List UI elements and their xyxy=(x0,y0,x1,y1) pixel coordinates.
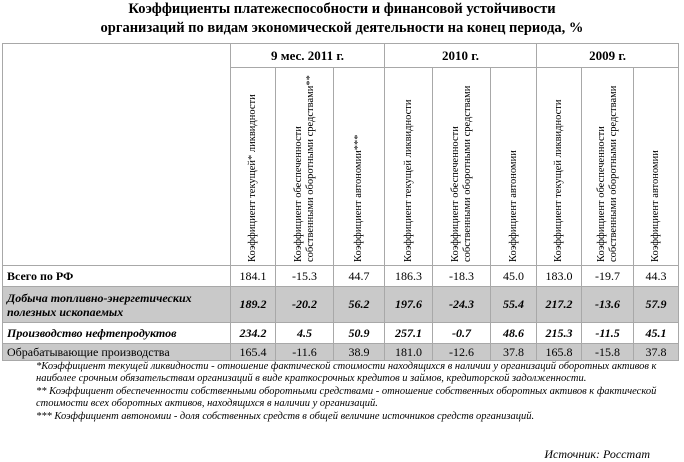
table-cell: -18.3 xyxy=(433,266,491,287)
header-corner xyxy=(3,44,231,266)
table-cell: -12.6 xyxy=(433,344,491,361)
col-header-text: Коэффициент обеспеченности собственными оборотными средствами xyxy=(595,85,619,262)
col-header xyxy=(385,68,433,266)
table-cell: 186.3 xyxy=(385,266,433,287)
table-cell: 181.0 xyxy=(385,344,433,361)
table-cell: -13.6 xyxy=(582,287,634,323)
table-cell: 197.6 xyxy=(385,287,433,323)
footnote-working-capital: ** Коэффициент обеспеченности собственными оборотными средствами - отношение собственных оборотных активов к фактической стоимости всех оборотных активов, находящихся в наличии у организаций. xyxy=(36,385,657,410)
table-cell: 234.2 xyxy=(231,323,276,344)
table-row xyxy=(3,266,679,287)
table-cell: 44.3 xyxy=(634,266,679,287)
table-cell: 45.0 xyxy=(491,266,537,287)
title-line-2: организаций по видам экономической деятельности на конец периода, % xyxy=(100,20,584,36)
table-cell: -15.8 xyxy=(582,344,634,361)
table-cell: 50.9 xyxy=(334,323,385,344)
col-header xyxy=(231,68,276,266)
col-header xyxy=(582,68,634,266)
col-header-text: Коэффициент автономии xyxy=(507,149,519,262)
year-header-2009: 2009 г. xyxy=(537,44,679,68)
table-row xyxy=(3,344,679,361)
col-header-text: Коэффициент текущей* ликвидности xyxy=(247,93,258,262)
table-row xyxy=(3,323,679,344)
footnote-autonomy: *** Коэффициент автономии - доля собственных средств в общей величине источников средств организаций. xyxy=(36,410,535,422)
table-cell: -0.7 xyxy=(433,323,491,344)
table-cell: 37.8 xyxy=(634,344,679,361)
table-row xyxy=(3,287,679,323)
footnote-current-liquidity: *Коэффициент текущей ликвидности - отношение фактической стоимости находящихся в наличии у организаций оборотных активов к наиболее срочным обязательствам организаций в виде краткосрочных кредитов и займов, кредиторской задолженности. xyxy=(36,361,657,385)
table-cell: 37.8 xyxy=(491,344,537,361)
year-header-2010: 2010 г. xyxy=(385,44,537,68)
table-cell: 257.1 xyxy=(385,323,433,344)
row-label: Всего по РФ xyxy=(3,266,231,287)
col-header xyxy=(276,68,334,266)
source-note: Источник: Росстат xyxy=(544,447,650,461)
table-cell: -11.6 xyxy=(276,344,334,361)
table-cell: -24.3 xyxy=(433,287,491,323)
col-header xyxy=(334,68,385,266)
page-title xyxy=(0,0,684,42)
table-cell: 45.1 xyxy=(634,323,679,344)
col-header xyxy=(634,68,679,266)
footnotes xyxy=(36,361,666,423)
table-cell: 165.8 xyxy=(537,344,582,361)
row-label: Добыча топливно-энергетических полезных ископаемых xyxy=(3,287,231,323)
table-cell: 44.7 xyxy=(334,266,385,287)
table-cell: 38.9 xyxy=(334,344,385,361)
table-cell: -19.7 xyxy=(582,266,634,287)
table-cell: 4.5 xyxy=(276,323,334,344)
col-header-text: Коэффициент автономии xyxy=(650,149,662,262)
table-cell: 189.2 xyxy=(231,287,276,323)
col-header-text: Коэффициент обеспеченности собственными оборотными средствами xyxy=(449,85,473,262)
table-cell: 165.4 xyxy=(231,344,276,361)
row-label: Производство нефтепродуктов xyxy=(3,323,231,344)
col-header-text: Коэффициент текущей ликвидности xyxy=(402,98,414,262)
col-header-text: Коэффициент обеспеченности собственными оборотными средствами** xyxy=(292,74,316,262)
table-cell: -11.5 xyxy=(582,323,634,344)
year-header-2011: 9 мес. 2011 г. xyxy=(231,44,385,68)
table-cell: 183.0 xyxy=(537,266,582,287)
table-cell: -20.2 xyxy=(276,287,334,323)
table-cell: -15.3 xyxy=(276,266,334,287)
col-header xyxy=(491,68,537,266)
table-cell: 184.1 xyxy=(231,266,276,287)
col-header-text: Коэффициент текущей ликвидности xyxy=(553,98,565,262)
col-header xyxy=(433,68,491,266)
table-cell: 57.9 xyxy=(634,287,679,323)
table-cell: 217.2 xyxy=(537,287,582,323)
table-cell: 48.6 xyxy=(491,323,537,344)
ratios-table xyxy=(2,43,679,361)
col-header xyxy=(537,68,582,266)
table-cell: 56.2 xyxy=(334,287,385,323)
table-cell: 55.4 xyxy=(491,287,537,323)
col-header-text: Коэффициент автономии*** xyxy=(353,133,364,262)
row-label: Обрабатывающие производства xyxy=(3,344,231,361)
table-cell: 215.3 xyxy=(537,323,582,344)
title-line-1: Коэффициенты платежеспособности и финансовой устойчивости xyxy=(128,1,556,17)
